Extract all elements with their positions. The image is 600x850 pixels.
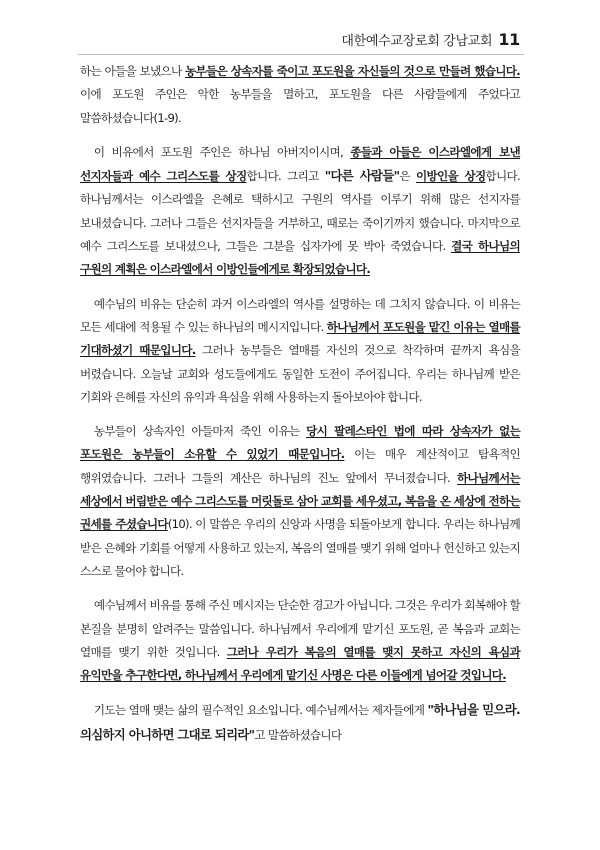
body-text: 예수님께서 비유를 통해 주신 메시지는 단순한 경고가 아닙니다. 그것은 우리가 회복해야 할 본질을 분명히 알려주는 말씀입니다. 하나님께서 우리에게 맡기신 포도원, 곧 복음과 교회는 열매를 맺기 위한 것입니다. <box>80 598 520 659</box>
paragraph-2 <box>80 141 520 282</box>
body-text: 은 <box>399 169 416 184</box>
quoted-text: "다른 사람들" <box>324 168 400 184</box>
emphasis-text: 하나님께서 포도원을 맡긴 이유는 열매를 기대하셨기 때문입니다. <box>80 319 520 358</box>
body-text: 이에 포도원 주인은 악한 농부들을 멸하고, 포도원을 다른 사람들에게 주었다고 말씀하셨습니다(1-9). <box>80 87 520 125</box>
body-text: (10). 이 말씀은 우리의 신앙과 사명을 되돌아보게 합니다. 우리는 하나님께 받은 은혜와 기회를 어떻게 사용하고 있는지, 복음의 열매를 맺기 위해 얼마나 헌신하고 있는지 스스로 물어야 합니다. <box>80 517 521 578</box>
body-text: 농부들이 상속자인 아들마저 죽인 이유는 <box>93 424 307 439</box>
emphasis-text: 결국 하나님의 구원의 계획은 이스라엘에서 이방인들에게로 확장되었습니다. <box>80 239 520 277</box>
page-header <box>341 30 520 49</box>
emphasis-text: 종들과 아들은 이스라엘에게 보낸 선지자들과 예수 그리스도를 상징 <box>80 144 520 184</box>
emphasis-text: 이방인을 상징 <box>416 169 486 184</box>
emphasis-text: 하나님께서는 세상에서 버림받은 예수 그리스도를 머릿돌로 삼아 교회를 세우셨고, 복음을 온 세상에 전하는 권세를 주셨습니다 <box>80 470 520 532</box>
church-name: 대한예수교장로회 강남교회 <box>341 34 493 49</box>
paragraph-1 <box>80 60 520 130</box>
body-text: 하는 아들을 보냈으나 <box>80 64 185 78</box>
page-number: 11 <box>498 30 520 49</box>
body-text: 고 말씀하셨습니다 <box>254 727 342 742</box>
body-text: 이 비유에서 포도원 주인은 하나님 아버지이시며, <box>93 144 351 159</box>
paragraph-5 <box>80 594 520 687</box>
body-text: 예수님의 비유는 단순히 과거 이스라엘의 역사를 설명하는 데 그치지 않습니다. 이 비유는 모든 세대에 적용될 수 있는 하나님의 메시지입니다. <box>80 296 520 334</box>
paragraph-4 <box>80 420 520 583</box>
emphasis-text: 당시 팔레스타인 법에 따라 상속자가 없는 포도원은 농부들이 소유할 수 있었기 때문입니다. <box>80 424 520 462</box>
paragraph-3 <box>80 293 520 409</box>
paragraph-6 <box>80 698 520 747</box>
quoted-text: "하나님을 믿으라. 의심하지 아니하면 그대로 되리라" <box>80 702 521 742</box>
body-text: 합니다. 그리고 <box>246 169 325 184</box>
document-body <box>80 60 520 758</box>
body-text: 합니다. 하나님께서는 이스라엘을 은혜로 택하시고 구원의 역사를 이루기 위해 많은 선지자를 보내셨습니다. 그러나 그들은 선지자들을 거부하고, 때로는 죽이기까지 했습니다. 마지막으로 예수 그리스도를 보내셨으나, 그들은 그분을 십자가에 못 박아 죽였습니다. <box>80 169 520 254</box>
header-divider <box>78 54 524 55</box>
emphasis-text: 농부들은 상속자를 죽이고 포도원을 자신들의 것으로 만들려 했습니다. <box>184 64 520 78</box>
body-text: 기도는 열매 맺는 삶의 필수적인 요소입니다. 예수님께서는 제자들에게 <box>93 703 428 718</box>
body-text: 이는 매우 계산적이고 탐욕적인 행위였습니다. 그러나 그들의 계산은 하나님의 진노 앞에서 무너졌습니다. <box>80 447 520 485</box>
body-text: 그러나 농부들은 열매를 자신의 것으로 착각하며 끝까지 욕심을 버렸습니다. 오늘날 교회와 성도들에게도 동일한 도전이 주어집니다. 우리는 하나님께 받은 기회와 은혜를 자신의 유익과 욕심을 위해 사용하는지 돌아보아야 합니다. <box>80 343 520 404</box>
emphasis-text: 그러나 우리가 복음의 열매를 맺지 못하고 자신의 욕심과 유익만을 추구한다면, 하나님께서 우리에게 맡기신 사명은 다른 이들에게 넘어갈 것입니다. <box>80 644 520 683</box>
